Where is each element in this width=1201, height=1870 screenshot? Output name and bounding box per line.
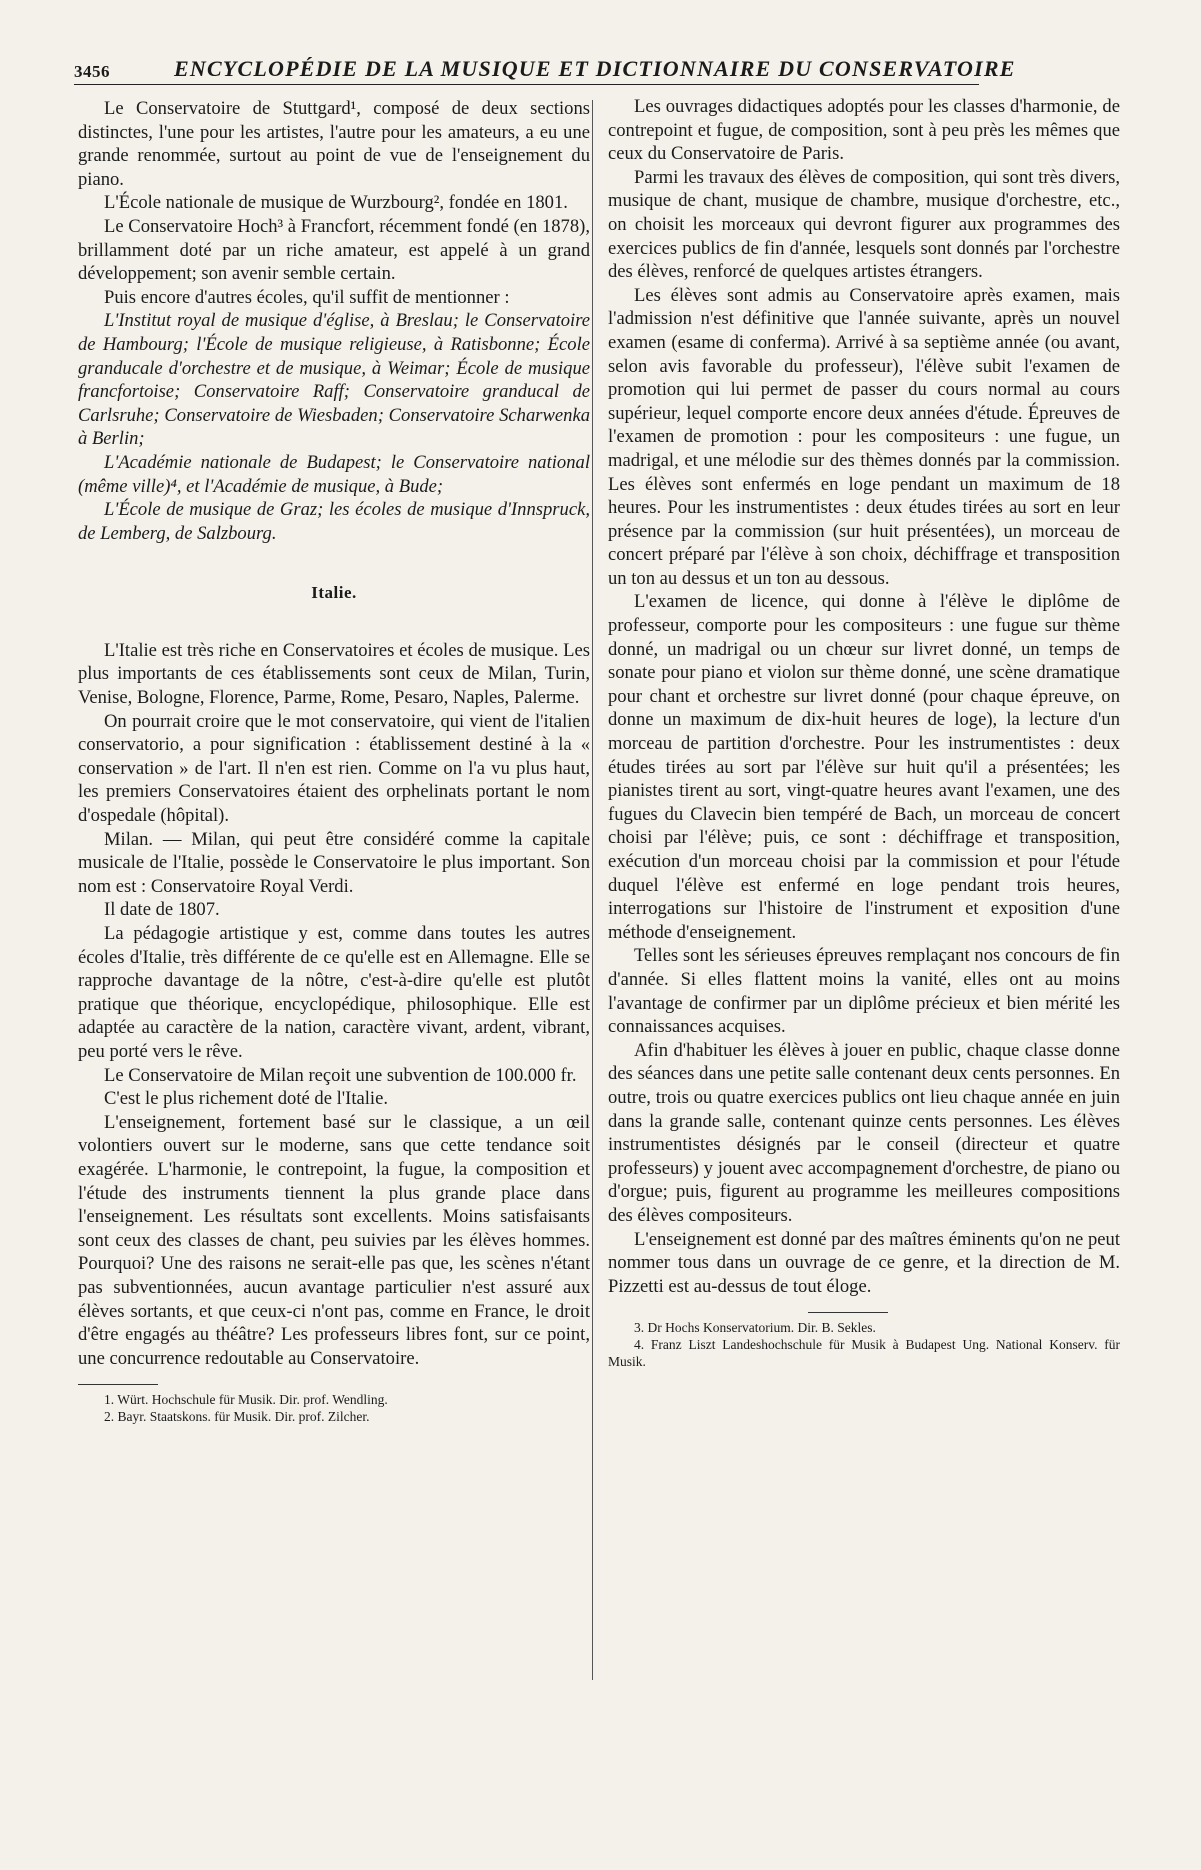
running-title: ENCYCLOPÉDIE DE LA MUSIQUE ET DICTIONNAIRE DU CONSERVATOIRE bbox=[174, 56, 1016, 81]
page-header bbox=[74, 52, 1016, 85]
footnote: 4. Franz Liszt Landeshochschule für Musik à Budapest Ung. National Konserv. für Musik. bbox=[608, 1337, 1120, 1370]
paragraph: Les élèves sont admis au Conservatoire après examen, mais l'admission n'est définitive que l'année suivante, après un nouvel examen (esame di conferma). Arrivé à sa septième année (ou avant, selon avis favorable du professeur), l'élève subit l'examen de promotion qui lui permet de passer du cours normal au cours supérieur, lequel comporte encore deux années d'étude. Épreuves de l'examen de promotion : pour les compositeurs : une fugue, un madrigal, et une mélodie sur des thèmes donnés par la commission. Les élèves sont enfermés en loge pendant un maximum de 18 heures. Pour les instrumentistes : deux études tirées au sort en leur présence par la commission (sur huit présentées), un morceau de concert préparé par l'élève à son choix, déchiffrage et transposition un ton au dessus et un ton au dessous. bbox=[608, 284, 1120, 589]
paragraph: L'enseignement est donné par des maîtres éminents qu'on ne peut nommer tous dans un ouvrage de ce genre, et la direction de M. Pizzetti est au-dessus de tout éloge. bbox=[608, 1228, 1120, 1297]
right-column bbox=[608, 95, 1120, 1370]
footnote-rule bbox=[808, 1312, 888, 1313]
footnote: 3. Dr Hochs Konservatorium. Dir. B. Sekles. bbox=[634, 1320, 876, 1336]
paragraph: La pédagogie artistique y est, comme dans toutes les autres écoles d'Italie, très différente de ce qu'elle est en Allemagne. Elle se rapproche davantage de la nôtre, c'est-à-dire qu'elle est plutôt pratique que théorique, encyclopédique, philosophique. Elle est adaptée au caractère de la nation, caractère vivant, ardent, vibrant, peu porté vers le rêve. bbox=[78, 923, 590, 1062]
paragraph: C'est le plus richement doté de l'Italie. bbox=[104, 1088, 388, 1110]
paragraph: L'Académie nationale de Budapest; le Conservatoire national (même ville)⁴, et l'Académie de musique, à Bude; bbox=[78, 451, 590, 497]
paragraph: Afin d'habituer les élèves à jouer en public, chaque classe donne des séances dans une petite salle contenant deux cents personnes. En outre, trois ou quatre exercices publics ont lieu chaque année en juin dans la grande salle, contenant quinze cents personnes. Les élèves instrumentistes désignés par le conseil (directeur et quatre professeurs) y jouent avec accompagnement d'orchestre, de piano ou d'orgue; puis, figurent au programme les meilleures compositions des élèves compositeurs. bbox=[608, 1039, 1120, 1226]
paragraph: Le Conservatoire Hoch³ à Francfort, récemment fondé (en 1878), brillamment doté par un riche amateur, est appelé à un grand développement; son avenir semble certain. bbox=[78, 215, 590, 285]
paragraph: Puis encore d'autres écoles, qu'il suffit de mentionner : bbox=[104, 286, 510, 308]
paragraph: On pourrait croire que le mot conservatoire, qui vient de l'italien conservatorio, a pour signification : établissement destiné à la « conservation » de l'art. Il n'en est rien. Comme on l'a vu plus haut, les premiers Conservatoires étaient des orphelinats portant le nom d'ospedale (hôpital). bbox=[78, 710, 590, 827]
footnote-rule bbox=[78, 1384, 158, 1385]
paragraph: L'examen de licence, qui donne à l'élève le diplôme de professeur, comporte pour les compositeurs : une fugue sur thème donné, un madrigal ou un chœur sur livret donné, un temps de sonate pour piano et violon sur thème donné, une scène dramatique pour chant et orchestre sur livret donné (pour chaque épreuve, on donne un maximum de dix-huit heures de loge), la lecture d'un morceau de partition d'orchestre. Pour les instrumentistes : deux études tirées au sort par l'élève sur huit qu'il a présentées; les pianistes tirent au sort, vingt-quatre heures avant l'examen, une des fugues du Clavecin bien tempéré de Bach, un morceau de concert choisi par l'élève; puis, ce sont : déchiffrage et transposition, exécution d'un morceau choisi par la commission et pour l'étude duquel l'élève est enfermé en loge pendant trois heures, interrogations sur l'histoire de l'instrument et exposition d'une méthode d'enseignement. bbox=[608, 591, 1120, 943]
paragraph: L'Institut royal de musique d'église, à Breslau; le Conservatoire de Hambourg; l'École de musique religieuse, à Ratisbonne; École granducale d'orchestre et de musique, à Weimar; École de musique francfortoise; Conservatoire Raff; Conservatoire granducal de Carlsruhe; Conservatoire de Wiesbaden; Conservatoire Scharwenka à Berlin; bbox=[78, 310, 590, 450]
paragraph: Les ouvrages didactiques adoptés pour les classes d'harmonie, de contrepoint et fugue, de composition, sont à peu près les mêmes que ceux du Conservatoire de Paris. bbox=[608, 96, 1120, 165]
paragraph: Parmi les travaux des élèves de composition, qui sont très divers, musique de chant, musique de chambre, musique d'orchestre, etc., on choisit les morceaux qui devront figurer aux programmes des exercices publics de fin d'année, lesquels sont donnés par l'orchestre des élèves, renforcé de quelques artistes étrangers. bbox=[608, 166, 1120, 283]
paragraph: Milan. — Milan, qui peut être considéré comme la capitale musicale de l'Italie, possède le Conservatoire le plus important. Son nom est : Conservatoire Royal Verdi. bbox=[78, 828, 590, 897]
footnotes-right bbox=[608, 1319, 1120, 1370]
footnote: 1. Würt. Hochschule für Musik. Dir. prof. Wendling. bbox=[104, 1392, 388, 1408]
paragraph: Le Conservatoire de Milan reçoit une subvention de 100.000 fr. bbox=[104, 1064, 577, 1086]
paragraph: Telles sont les sérieuses épreuves remplaçant nos concours de fin d'année. Si elles flattent moins la vanité, elles ont au moins l'avantage de confirmer par un diplôme précieux et bien mérité les connaissances acquises. bbox=[608, 945, 1120, 1038]
footnote: 2. Bayr. Staatskons. für Musik. Dir. prof. Zilcher. bbox=[104, 1409, 370, 1425]
left-column bbox=[78, 97, 590, 1425]
paragraph: L'École nationale de musique de Wurzbourg², fondée en 1801. bbox=[104, 192, 568, 214]
paragraph: L'enseignement, fortement basé sur le classique, a un œil volontiers ouvert sur le moderne, sans que cette tendance soit exagérée. L'harmonie, le contrepoint, la fugue, la composition et l'étude des instruments tiennent la plus grande place dans l'enseignement. Les résultats sont excellents. Moins satisfaisants sont ceux des classes de chant, peu suivies par les élèves hommes. Pourquoi? Une des raisons ne serait-elle pas que, les scènes n'étant pas subventionnées, aucun avantage particulier n'est assuré aux élèves sortants, et que ceux-ci n'ont pas, comme en France, le droit d'être engagés au théâtre? Les professeurs libres font, sur ce point, une concurrence redoutable au Conservatoire. bbox=[78, 1111, 590, 1369]
paragraph: Il date de 1807. bbox=[104, 899, 220, 921]
column-divider bbox=[592, 100, 593, 1680]
paragraph: L'École de musique de Graz; les écoles de musique d'Innspruck, de Lemberg, de Salzbourg. bbox=[78, 499, 590, 544]
paragraph: Le Conservatoire de Stuttgard¹, composé de deux sections distinctes, l'une pour les artistes, l'autre pour les amateurs, a eu une grande renommée, surtout au point de vue de l'enseignement du piano. bbox=[78, 98, 590, 190]
paragraph: L'Italie est très riche en Conservatoires et écoles de musique. Les plus importants de ces établissements sont ceux de Milan, Turin, Venise, Bologne, Florence, Parme, Rome, Pesaro, Naples, Palerme. bbox=[78, 639, 590, 709]
page-number: 3456 bbox=[74, 62, 110, 81]
footnotes-left bbox=[78, 1391, 590, 1425]
section-heading: Italie. bbox=[311, 583, 357, 603]
